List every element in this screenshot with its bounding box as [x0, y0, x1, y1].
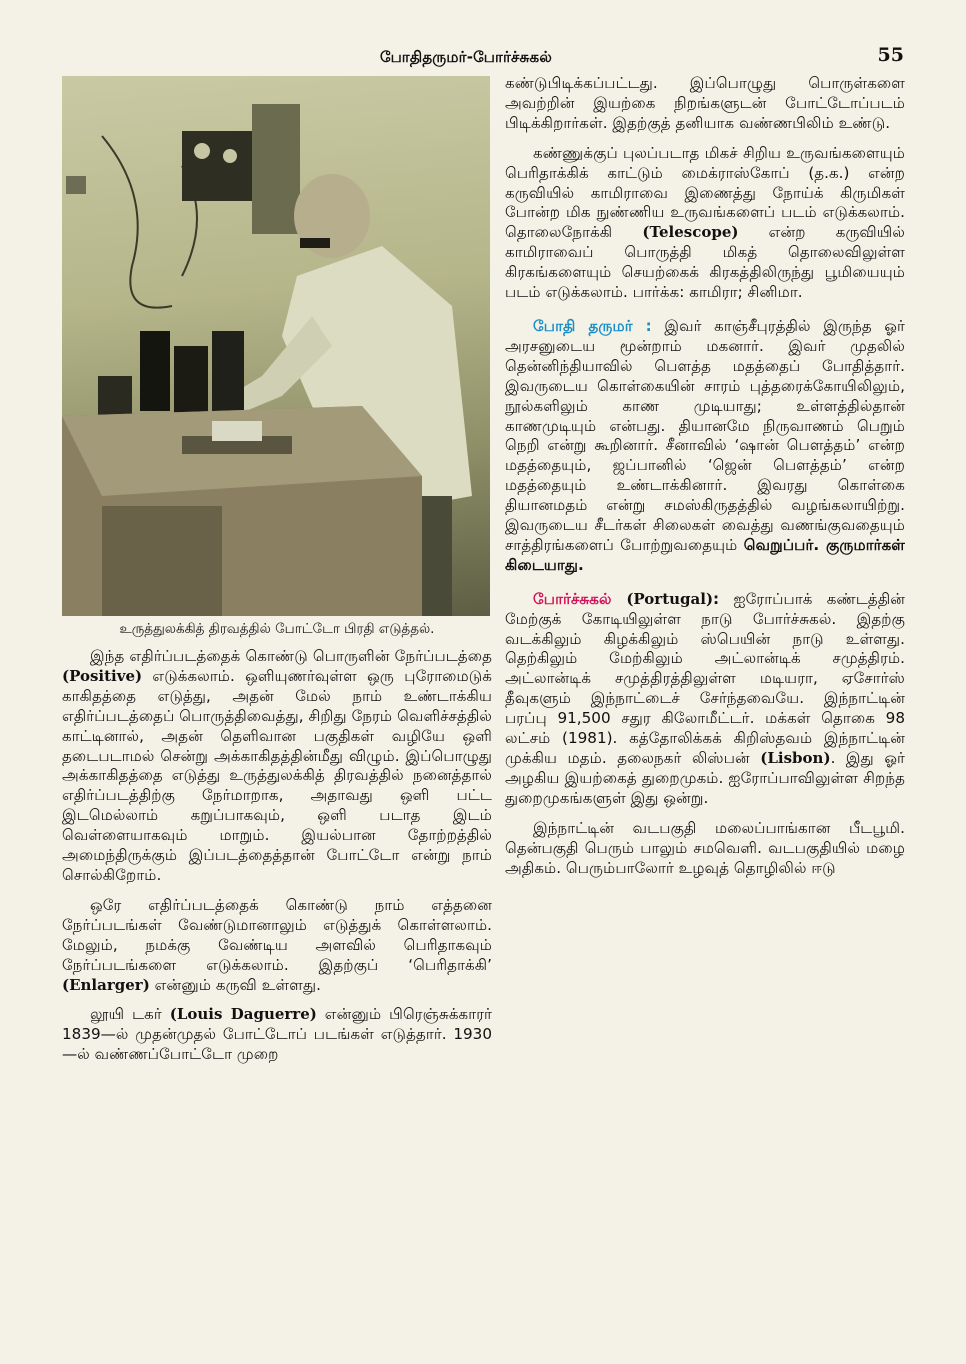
- english-term: (Louis Daguerre): [169, 1005, 317, 1024]
- darkroom-photo-illustration: [62, 76, 490, 616]
- heading-colon: :: [713, 589, 720, 608]
- text-run: எடுக்கலாம். ஒளியுணர்வுள்ள ஒரு புரோமைடுக் காகிதத்தை எடுத்து, அதன் மேல் நாம் உண்டாக்கிய எதிர்ப்படத்தைப் பொருத்திவைத்து, சிறிது நேரம் வெளிச்சத்தில் காட்டினால், அதன் தெளிவான பகுதிகள் வழியே ஒளி தடைபடாமல் சென்று அக்காகிதத்தின்மீது விழும். இப்பொழுது அக்காகிதத்தை எடுத்து உருத்துலக்கித் திரவத்தில் நனைத்தால் எதிர்ப்படத்திற்கு நேர்மாறாக, அதாவது ஒளி பட்ட இடமெல்லாம் கறுப்பாகவும், ஒளி படாத இடம் வெள்ளையாகவும் மாறும். இயல்பான தோற்றத்தில் அமைந்திருக்கும் இப்படத்தைத்தான் போட்டோ என்று நாம் சொல்கிறோம்.: [62, 666, 492, 884]
- text-run: என்னும் கருவி உள்ளது.: [149, 975, 321, 994]
- text-run: கண்ணுக்குப் புலப்படாத மிகச் சிறிய உருவங்களையும் பெரிதாக்கிக் காட்டும் மைக்ராஸ்கோப் (த.க.) என்ற கருவியில் காமிராவை இணைத்து நோய்க் கிருமிகள் போன்ற மிக நுண்ணிய உருவங்களைப் படம் எடுக்கலாம். தொலைநோக்கி: [505, 143, 905, 242]
- entry-heading: போர்ச்சுகல்: [533, 589, 612, 608]
- page-number: 55: [877, 44, 904, 66]
- paragraph-enlarger: [62, 896, 492, 996]
- english-term: (Enlarger): [62, 975, 150, 994]
- text-run: ஐரோப்பாக் கண்டத்தின் மேற்குக் கோடியிலுள்ள நாடு போர்ச்சுகல். இதற்கு வடக்கிலும் கிழக்கிலும் ஸ்பெயின் நாடு உள்ளது. தெற்கிலும் மேற்கிலும் அட்லான்டிக் சமுத்திரம். அட்லான்டிக் சமுத்திரத்திலுள்ள மடியரா, ஏசோர்ஸ் தீவுகளும் இந்நாட்டைச் சேர்ந்தவையே. இந்நாட்டின் பரப்பு 91,500 சதுர கிலோமீட்டர். மக்கள் தொகை 98 லட்சம் (1981). கத்தோலிக்கக் கிறிஸ்தவம் இந்நாட்டின் முக்கிய மதம். தலைநகர் லிஸ்பன்: [505, 589, 905, 767]
- text-run: லூயி டகர்: [90, 1005, 170, 1024]
- english-term: (Portugal): [611, 589, 714, 608]
- english-term: (Lisbon): [760, 749, 831, 767]
- text-run: இவர் காஞ்சீபுரத்தில் இருந்த ஓர் அரசனுடைய மூன்றாம் மகனார். இவர் முதலில் தென்னிந்தியாவில் பௌத்த மதத்தைப் போதித்தார். இவருடைய கொள்கையின் சாரம் புத்தரைக்கோயிலிலும், நூல்களிலும் காண முடியாது; உள்ளத்தில்தான் காணமுடியும் என்பது. தியானமே நிருவாணம் பெறும் நெறி என்று கூறினார். சீனாவில் ‘ஷான் பௌத்தம்’ என்ற மதத்தையும், ஜப்பானில் ‘ஜென் பௌத்தம்’ என்ற மதத்தையும் உண்டாக்கினார். இவரது கொள்கை தியானமதம் என்று சமஸ்கிருதத்தில் வழங்கலாயிற்று. இவருடைய சீடர்கள் சிலைகள் வைத்து வணங்குவதையும் சாத்திரங்களைப் போற்றுவதையும்: [505, 316, 905, 554]
- english-term: (Positive): [62, 666, 143, 685]
- left-column: [62, 620, 492, 1075]
- paragraph-geography: இந்நாட்டின் வடபகுதி மலைப்பாங்கான பீடபூமி. தென்பகுதி பெரும் பாலும் சமவெளி. வடபகுதியில் மழை அதிகம். பெரும்பாலோர் உழவுத் தொழிலில் ஈடு: [505, 818, 905, 877]
- entry-bodhi-dharma: [505, 317, 905, 576]
- paragraph-daguerre: [62, 1005, 492, 1065]
- page-header: [0, 44, 966, 74]
- text-run: என்னும் பிரெஞ்சுக்காரர் 1839—ல் முதன்முதல் போட்டோப் படங்கள் எடுத்தார். 1930—ல் வண்ணப்போட்டோ முறை: [62, 1005, 492, 1064]
- english-term: (Telescope): [642, 223, 739, 242]
- text-run: . இது ஓர் அழகிய இயற்கைத் துறைமுகம். ஐரோப்பாவிலுள்ள சிறந்த துறைமுகங்களுள் இது ஒன்று.: [505, 749, 905, 807]
- photo-caption: உருத்துலக்கித் திரவத்தில் போட்டோ பிரதி எடுத்தல்.: [119, 621, 435, 637]
- running-title: போதிதருமர்-போர்ச்சுகல்: [380, 48, 552, 66]
- text-run-bold: வெறுப்பர். குருமார்கள் கிடையாது.: [505, 535, 905, 574]
- entry-portugal: [505, 590, 905, 809]
- text-run: ஒரே எதிர்ப்படத்தைக் கொண்டு நாம் எத்தனை நேர்ப்படங்கள் வேண்டுமானாலும் எடுத்துக் கொள்ளலாம். மேலும், நமக்கு வேண்டிய அளவில் பெரிதாகவும் நேர்ப்படங்களை எடுக்கலாம். இதற்குப் ‘பெரிதாக்கி’: [62, 895, 492, 974]
- paragraph-color-photo: கண்டுபிடிக்கப்பட்டது. இப்பொழுது பொருள்களை அவற்றின் இயற்கை நிறங்களுடன் போட்டோப்படம் பிடிக்கிறார்கள். இதற்குத் தனியாக வண்ணபிலிம் உண்டு.: [505, 74, 905, 132]
- text-run: இந்த எதிர்ப்படத்தைக் கொண்டு பொருளின் நேர்ப்படத்தை: [90, 647, 492, 665]
- paragraph-microscope: [505, 144, 905, 303]
- paragraph-positive: [62, 647, 492, 886]
- entry-heading: போதி தருமர் :: [533, 316, 652, 335]
- darkroom-photo: [62, 76, 490, 616]
- right-column: [505, 74, 905, 888]
- text-run: என்ற கருவியில் காமிராவைப் பொருத்தி மிகத் தொலைவிலுள்ள கிரகங்களையும் செயற்கைக் கிரகத்திலிருந்து பூமியையும் படம் எடுக்கலாம். பார்க்க: காமிரா; சினிமா.: [505, 223, 905, 302]
